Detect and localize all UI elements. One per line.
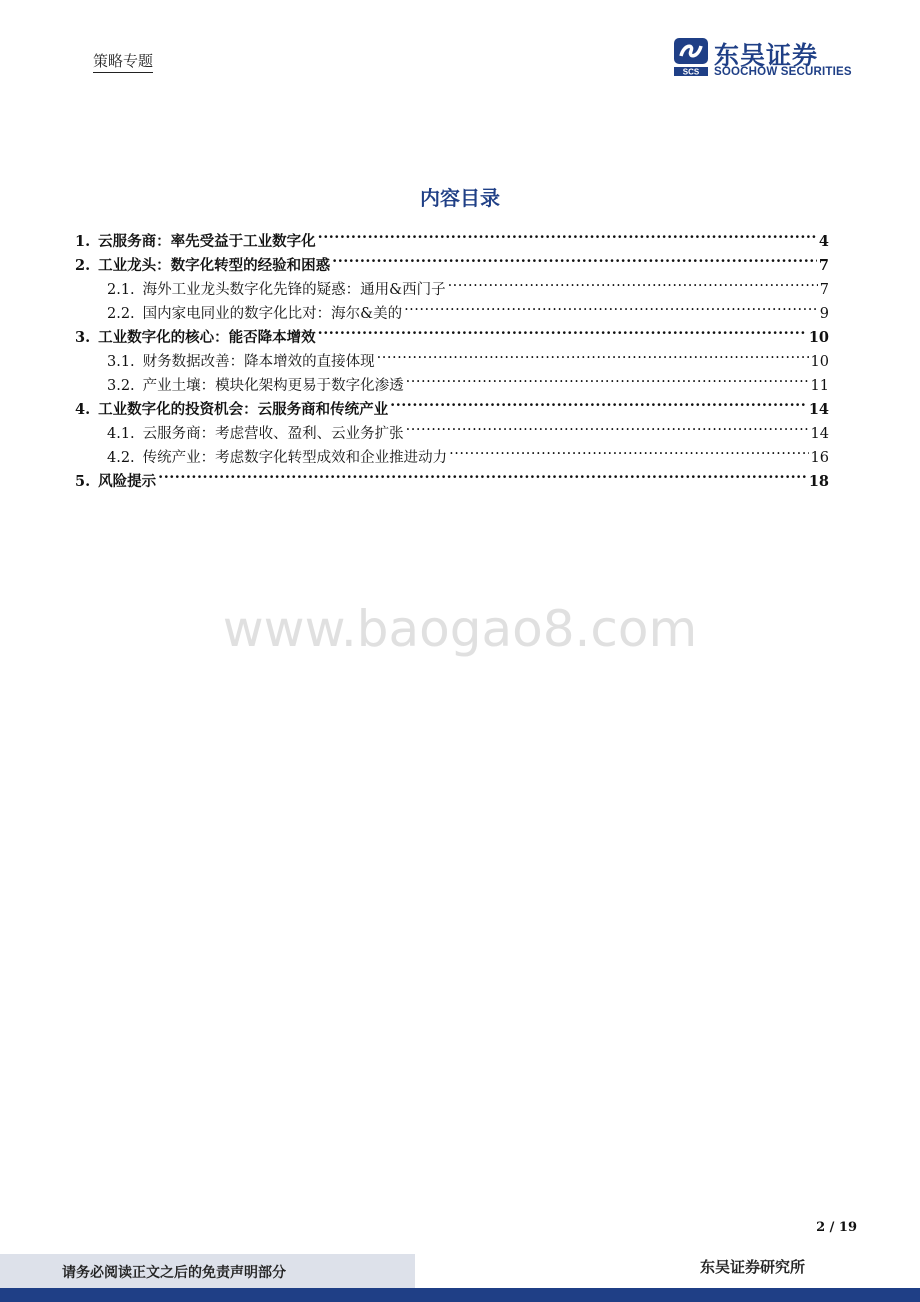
toc-entry-number: 3.	[75, 329, 91, 346]
toc-leader-dots	[390, 390, 807, 414]
toc-entry-number: 3.1.	[107, 354, 135, 370]
toc-leader-dots	[377, 342, 809, 366]
toc-leader-dots	[158, 462, 807, 486]
toc-entry-number: 2.	[75, 257, 91, 274]
toc-leader-dots	[318, 222, 817, 246]
svg-text:SCS: SCS	[682, 67, 700, 77]
toc-entry-number: 4.2.	[107, 450, 135, 466]
toc-entry-text: 风险提示	[98, 473, 157, 490]
toc-leader-dots	[448, 270, 818, 294]
scs-logo-icon	[672, 36, 710, 78]
toc-leader-dots	[332, 246, 817, 270]
toc-entry-text: 工业龙头：数字化转型的经验和困惑	[98, 257, 331, 274]
toc-entry-number: 2.2.	[107, 306, 135, 322]
toc-title: 内容目录	[420, 186, 500, 210]
toc-entry-number: 5.	[75, 473, 91, 490]
watermark: www.baogao8.com	[222, 600, 698, 658]
toc-entry-text: 传统产业：考虑数字化转型成效和企业推进动力	[142, 450, 448, 466]
toc-entry-number: 4.1.	[107, 426, 135, 442]
page-number: 2 / 19	[816, 1220, 857, 1235]
toc-entry-text: 海外工业龙头数字化先锋的疑惑：通用&西门子	[142, 282, 446, 298]
toc-leader-dots	[318, 318, 807, 342]
toc-entry-page: 14	[808, 401, 829, 418]
logo-name-cn: 东吴证券	[714, 41, 819, 70]
toc-entry-page: 10	[808, 329, 829, 346]
logo-name-en: SOOCHOW SECURITIES	[714, 66, 852, 78]
toc-entry-page: 11	[810, 378, 829, 394]
table-of-contents	[75, 222, 829, 490]
toc-entry-page: 9	[819, 306, 829, 322]
report-category-tag: 策略专题	[93, 50, 153, 73]
toc-entry-text: 国内家电同业的数字化比对：海尔&美的	[142, 306, 403, 322]
toc-leader-dots	[406, 414, 809, 438]
footer-disclaimer-box	[0, 1254, 415, 1288]
toc-entry-page: 4	[818, 233, 829, 250]
toc-entry-number: 4.	[75, 401, 91, 418]
toc-entry-page: 14	[810, 426, 829, 442]
toc-leader-dots	[449, 438, 808, 462]
toc-leader-dots	[404, 294, 818, 318]
toc-entry-text: 工业数字化的投资机会：云服务商和传统产业	[98, 401, 389, 418]
toc-entry-page: 7	[818, 257, 829, 274]
company-logo	[672, 36, 862, 84]
toc-entry[interactable]	[75, 222, 829, 250]
toc-entry-page: 16	[810, 450, 829, 466]
footer-institute: 东吴证券研究所	[700, 1258, 806, 1276]
toc-entry-text: 财务数据改善：降本增效的直接体现	[142, 354, 375, 370]
toc-entry-number: 1.	[75, 233, 91, 250]
toc-entry-page: 18	[808, 473, 829, 490]
toc-leader-dots	[406, 366, 809, 390]
toc-entry-text: 云服务商：考虑营收、盈利、云业务扩张	[142, 426, 404, 442]
toc-entry-text: 云服务商：率先受益于工业数字化	[98, 233, 316, 250]
page-footer	[0, 1254, 920, 1302]
footer-color-bar	[0, 1288, 920, 1302]
toc-entry-number: 3.2.	[107, 378, 135, 394]
toc-entry-text: 产业土壤：模块化架构更易于数字化渗透	[142, 378, 404, 394]
toc-entry-page: 10	[810, 354, 829, 370]
toc-entry[interactable]	[75, 462, 829, 490]
toc-entry-page: 7	[819, 282, 829, 298]
footer-disclaimer: 请务必阅读正文之后的免责声明部分	[62, 1265, 286, 1281]
toc-entry-number: 2.1.	[107, 282, 135, 298]
toc-entry-text: 工业数字化的核心：能否降本增效	[98, 329, 316, 346]
